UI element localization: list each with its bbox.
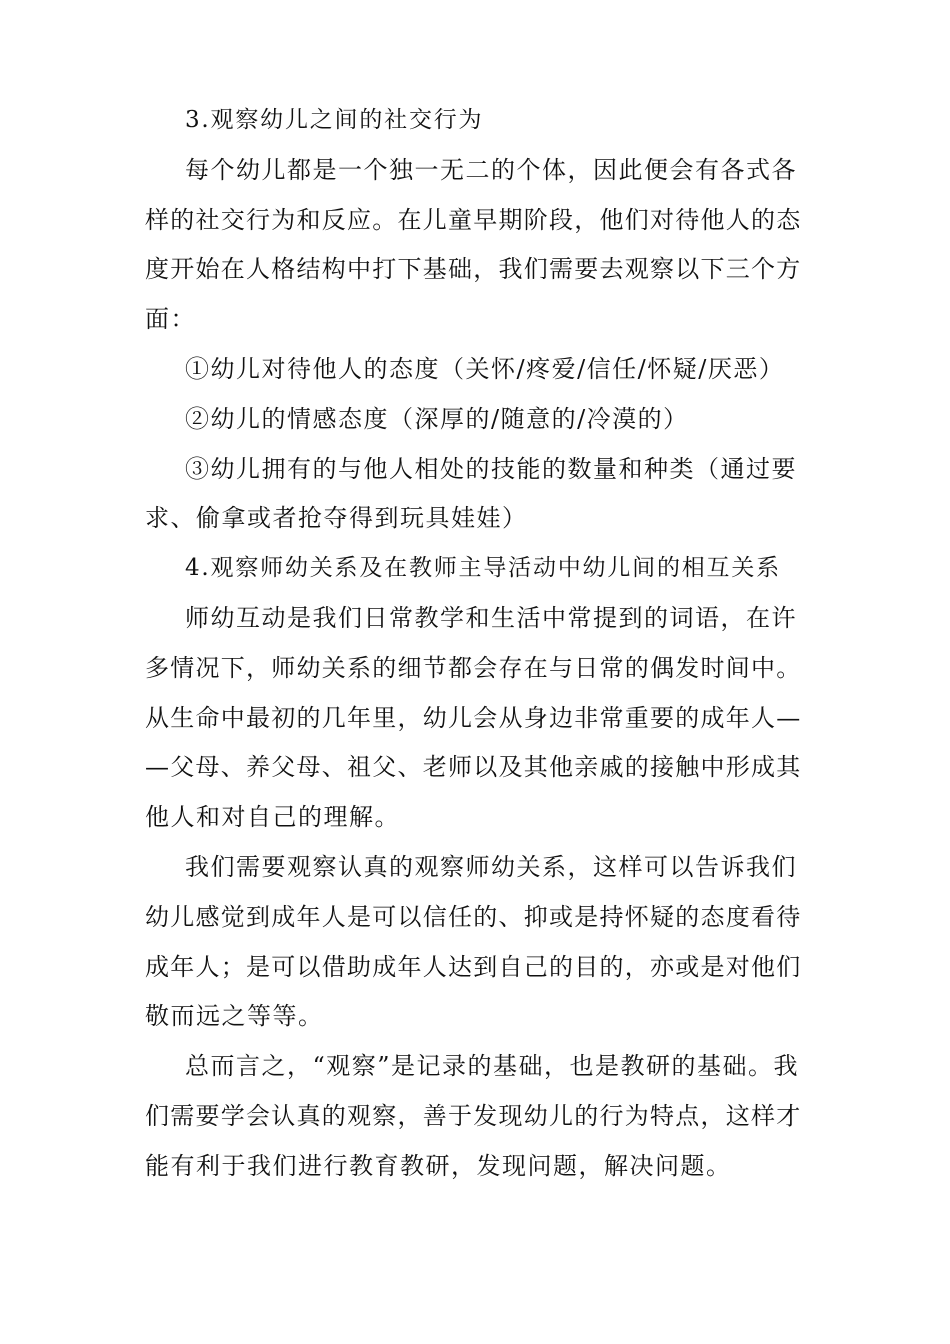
paragraph-line: ②幼儿的情感态度（深厚的/随意的/冷漠的） bbox=[185, 404, 689, 433]
paragraph-line: 多情况下，师幼关系的细节都会存在与日常的偶发时间中。 bbox=[145, 653, 802, 682]
paragraph-line: 求、偷拿或者抢夺得到玩具娃娃） bbox=[145, 504, 528, 533]
paragraph-line: 幼儿感觉到成年人是可以信任的、抑或是持怀疑的态度看待 bbox=[145, 902, 802, 931]
paragraph-line: 敬而远之等等。 bbox=[145, 1002, 324, 1031]
paragraph-line: 度开始在人格结构中打下基础，我们需要去观察以下三个方 bbox=[145, 255, 802, 284]
document-body bbox=[145, 96, 805, 1192]
section-heading: 3.观察幼儿之间的社交行为 bbox=[185, 107, 484, 133]
paragraph-line: 能有利于我们进行教育教研，发现问题，解决问题。 bbox=[145, 1151, 732, 1180]
paragraph-line: 们需要学会认真的观察，善于发现幼儿的行为特点，这样才 bbox=[145, 1101, 802, 1130]
paragraph-line: 他人和对自己的理解。 bbox=[145, 803, 400, 832]
paragraph-line: —父母、养父母、祖父、老师以及其他亲戚的接触中形成其 bbox=[145, 753, 802, 782]
section-heading: 4.观察师幼关系及在教师主导活动中幼儿间的相互关系 bbox=[185, 555, 781, 582]
paragraph-line: 总而言之，“观察”是记录的基础，也是教研的基础。我 bbox=[185, 1052, 800, 1081]
paragraph-line: ①幼儿对待他人的态度（关怀/疼爱/信任/怀疑/厌恶） bbox=[185, 354, 785, 383]
paragraph-line: 成年人；是可以借助成年人达到自己的目的，亦或是对他们 bbox=[145, 952, 802, 981]
paragraph-line: 我们需要观察认真的观察师幼关系，这样可以告诉我们 bbox=[185, 852, 797, 881]
paragraph-line: ③幼儿拥有的与他人相处的技能的数量和种类（通过要 bbox=[185, 454, 797, 483]
paragraph-line: 从生命中最初的几年里，幼儿会从身边非常重要的成年人— bbox=[145, 703, 802, 732]
paragraph-line: 样的社交行为和反应。在儿童早期阶段，他们对待他人的态 bbox=[145, 205, 802, 234]
paragraph-line: 面： bbox=[145, 305, 196, 334]
paragraph-line: 每个幼儿都是一个独一无二的个体，因此便会有各式各 bbox=[185, 155, 797, 184]
paragraph-line: 师幼互动是我们日常教学和生活中常提到的词语，在许 bbox=[185, 603, 797, 632]
